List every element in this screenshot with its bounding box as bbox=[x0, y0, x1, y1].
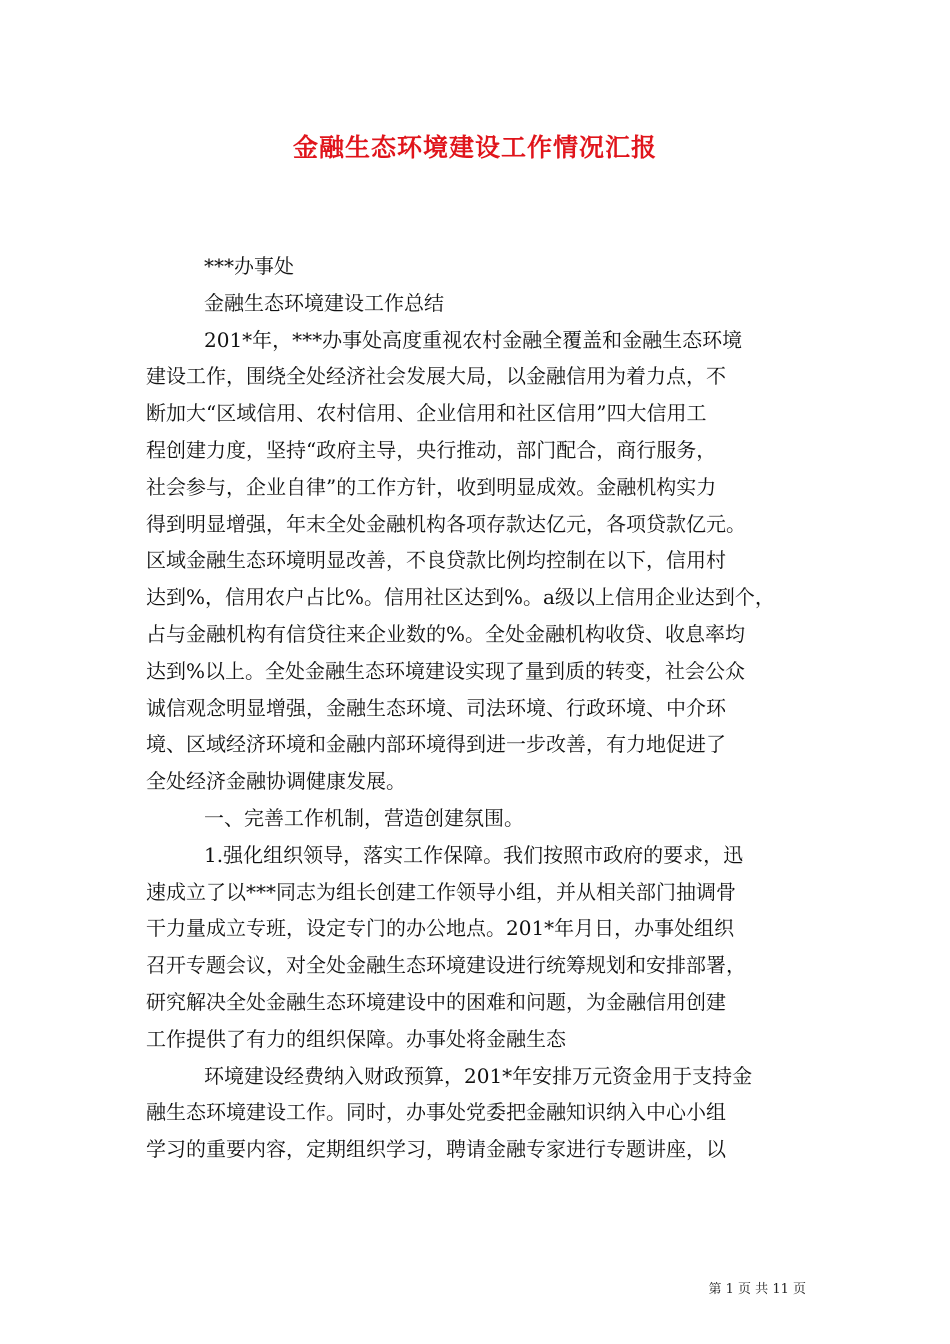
document-title: 金融生态环境建设工作情况汇报 bbox=[292, 133, 657, 162]
body-line: 一、完善工作机制，营造创建氛围。 bbox=[204, 805, 524, 830]
body-line: 诚信观念明显增强，金融生态环境、司法环境、行政环境、中介环 bbox=[146, 695, 726, 720]
body-line: 学习的重要内容，定期组织学习，聘请金融专家进行专题讲座，以 bbox=[146, 1137, 726, 1162]
body-line: 得到明显增强，年末全处金融机构各项存款达亿元，各项贷款亿元。 bbox=[146, 511, 746, 536]
body-line: 区域金融生态环境明显改善，不良贷款比例均控制在以下，信用村 bbox=[146, 548, 726, 573]
body-line: 融生态环境建设工作。同时，办事处党委把金融知识纳入中心小组 bbox=[146, 1100, 726, 1125]
body-line: 环境建设经费纳入财政预算，201*年安排万元资金用于支持金 bbox=[204, 1063, 753, 1088]
body-line: 全处经济金融协调健康发展。 bbox=[146, 769, 406, 794]
body-line: 研究解决全处金融生态环境建设中的困难和问题，为金融信用创建 bbox=[146, 989, 726, 1014]
body-line: ***办事处 bbox=[204, 254, 294, 278]
body-line: 工作提供了有力的组织保障。办事处将金融生态 bbox=[146, 1026, 566, 1051]
body-line: 程创建力度，坚持“政府主导，央行推动，部门配合，商行服务， bbox=[146, 437, 717, 462]
body-line: 达到%，信用农户占比%。信用社区达到%。a级以上信用企业达到个， bbox=[146, 585, 775, 610]
body-line: 社会参与，企业自律”的工作方针，收到明显成效。金融机构实力 bbox=[146, 474, 717, 499]
body-line: 占与金融机构有信贷往来企业数的%。全处金融机构收贷、收息率均 bbox=[146, 621, 746, 646]
body-line: 断加大“区域信用、农村信用、企业信用和社区信用”四大信用工 bbox=[146, 401, 707, 426]
body-line: 速成立了以***同志为组长创建工作领导小组，并从相关部门抽调骨 bbox=[146, 879, 736, 904]
body-line: 干力量成立专班，设定专门的办公地点。201*年月日，办事处组织 bbox=[146, 916, 735, 941]
page-footer: 第 1 页 共 11 页 bbox=[708, 1282, 806, 1297]
body-line: 境、区域经济环境和金融内部环境得到进一步改善，有力地促进了 bbox=[146, 732, 726, 757]
body-line: 建设工作，围绕全处经济社会发展大局，以金融信用为着力点，不 bbox=[146, 364, 726, 389]
body-line: 201*年，***办事处高度重视农村金融全覆盖和金融生态环境 bbox=[204, 327, 743, 352]
body-line: 金融生态环境建设工作总结 bbox=[204, 290, 444, 315]
body-line: 达到%以上。全处金融生态环境建设实现了量到质的转变，社会公众 bbox=[146, 658, 746, 683]
body-line: 1.强化组织领导，落实工作保障。我们按照市政府的要求，迅 bbox=[204, 842, 744, 867]
document-body bbox=[146, 248, 806, 1168]
body-line: 召开专题会议，对全处金融生态环境建设进行统筹规划和安排部署， bbox=[146, 953, 746, 978]
